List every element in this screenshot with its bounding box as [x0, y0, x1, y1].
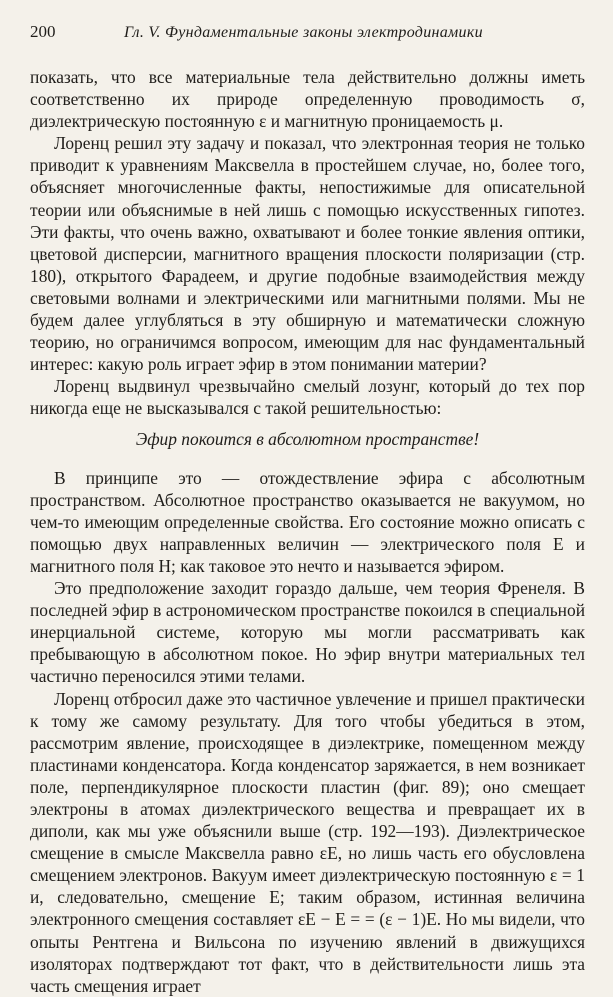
paragraph: показать, что все материальные тела действительно должны иметь соответственно их природе определенную проводимость σ, диэлектрическую постоянную ε и магнитную проницаемость μ.: [30, 67, 585, 132]
paragraph: Лоренц отбросил даже это частичное увлечение и пришел практически к тому же самому результату. Для того чтобы убедиться в этом, рассмотрим явление, происходящее в диэлектрике, помещенном между пластинами конденсатора. Когда конденсатор заряжается, в нем возникает поле, перпендикулярное плоскости пластин (фиг. 89); оно смещает электроны в атомах диэлектрического вещества и превращает их в диполи, как мы уже объяснили выше (стр. 192—193). Диэлектрическое смещение в смысле Максвелла равно εE, но лишь часть его обусловлена смещением электронов. Вакуум имеет диэлектрическую постоянную ε = 1 и, следовательно, смещение E; таким образом, истинная величина электронного смещения составляет εE − E = = (ε − 1)E. Но мы видели, что опыты Рентгена и Вильсона по изучению явлений в движущихся изоляторах подтверждают тот факт, что в действительности лишь эта часть смещения играет: [30, 688, 585, 996]
page-header: [30, 22, 585, 46]
document-page: [30, 22, 585, 997]
slogan: Эфир покоится в абсолютном пространстве!: [135, 428, 480, 449]
paragraph: В принципе это — отождествление эфира с абсолютным пространством. Абсолютное пространство оказывается не вакуумом, но чем-то имеющим определенные свойства. Его состояние можно описать с помощью двух направленных величин — электрического поля E и магнитного поля H; как таковое это нечто и называется эфиром.: [30, 467, 585, 576]
paragraph: Лоренц решил эту задачу и показал, что электронная теория не только приводит к уравнениям Максвелла в простейшем случае, но, более того, объясняет многочисленные факты, непостижимые для описательной теории или объяснимые в ней лишь с помощью искусственных гипотез. Эти факты, что очень важно, охватывают и более тонкие явления оптики, цветовой дисперсии, магнитного вращения плоскости поляризации (стр. 180), открытого Фарадеем, и другие подобные взаимодействия между световыми волнами и электрическими или магнитными полями. Мы не будем далее углубляться в эту обширную и математически сложную теорию, но ограничимся вопросом, имеющим для нас фундаментальный интерес: какую роль играет эфир в этом понимании материи?: [30, 133, 585, 375]
body-text: [30, 66, 585, 997]
paragraph: Это предположение заходит гораздо дальше, чем теория Френеля. В последней эфир в астрономическом пространстве покоился в специальной инерциальной системе, которую мы могли рассматривать как пребывающую в абсолютном покое. Но эфир внутри материальных тел частично переносился этими телами.: [30, 578, 585, 687]
running-title: Гл. V. Фундаментальные законы электродинамики: [124, 24, 483, 41]
paragraph: Лоренц выдвинул чрезвычайно смелый лозунг, который до тех пор никогда еще не высказывался с такой решительностью:: [30, 376, 585, 419]
page-number: 200: [30, 22, 56, 41]
